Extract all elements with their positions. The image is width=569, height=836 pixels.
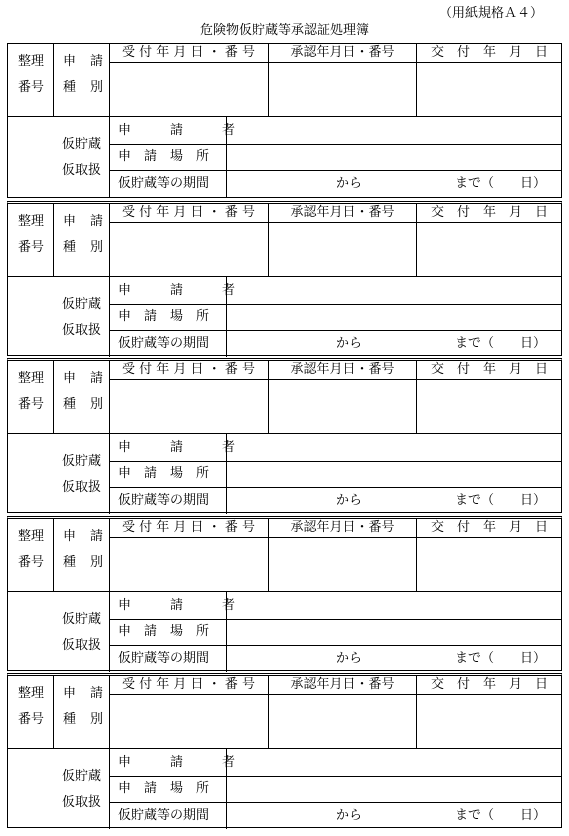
seiri-label: 整理 [18,371,45,386]
kikan-label: 仮貯蔵等の期間 [118,176,210,191]
kara-label: から [336,176,363,191]
shinseibasho-label: 申 請 場 所 [118,623,210,639]
kara-label: から [336,335,363,351]
paper-size-note: （用紙規格Ａ４） [438,6,543,21]
shonin-header: 承認年月日・番号 [290,677,395,692]
shonin-header: 承認年月日・番号 [290,204,395,220]
shu-label: 種 [63,554,77,570]
karichozo-label: 仮貯蔵 [62,296,102,312]
karitoriatsukai-label: 仮取扱 [62,163,102,178]
seiri-label: 整理 [18,528,45,544]
shinseisha-label: 申 請 者 [118,755,236,770]
karichozo-label: 仮貯蔵 [62,137,102,152]
sei-label: 請 [90,371,104,386]
kikan-label: 仮貯蔵等の期間 [118,808,210,823]
record-block [7,516,562,671]
shin-label: 申 [63,54,77,69]
shinseibasho-label: 申 請 場 所 [118,149,210,164]
betsu-label: 別 [90,239,104,255]
uketsuke-header: 受 付 年 月 日 ・ 番 号 [122,519,255,535]
kikan-label: 仮貯蔵等の期間 [118,335,210,351]
record-block [7,358,562,513]
betsu-label: 別 [90,397,104,412]
seiri-label: 整理 [18,213,45,229]
sei-label: 請 [90,54,104,69]
sei-label: 請 [90,686,104,701]
sei-label: 請 [90,213,104,229]
bango-label: 番号 [18,239,45,255]
kikan-label: 仮貯蔵等の期間 [118,493,210,508]
bango-label: 番号 [18,397,45,412]
record-block [7,673,562,828]
shin-label: 申 [63,213,77,229]
shinseibasho-label: 申 請 場 所 [118,781,210,796]
bango-label: 番号 [18,554,45,570]
seiri-label: 整理 [18,686,45,701]
shinseisha-label: 申 請 者 [118,597,236,613]
made-label: まで（ 日） [455,335,547,351]
kara-label: から [336,808,363,823]
made-label: まで（ 日） [455,176,547,191]
kofu-header: 交 付 年 月 日 [430,677,548,692]
shin-label: 申 [63,371,77,386]
uketsuke-header: 受 付 年 月 日 ・ 番 号 [122,45,255,60]
made-label: まで（ 日） [455,650,547,666]
made-label: まで（ 日） [455,493,547,508]
seiri-label: 整理 [18,54,45,69]
kofu-header: 交 付 年 月 日 [430,45,548,60]
shonin-header: 承認年月日・番号 [290,362,395,377]
uketsuke-header: 受 付 年 月 日 ・ 番 号 [122,204,255,220]
kofu-header: 交 付 年 月 日 [430,519,548,535]
karichozo-label: 仮貯蔵 [62,611,102,627]
shonin-header: 承認年月日・番号 [290,519,395,535]
betsu-label: 別 [90,554,104,570]
record-block [7,43,562,198]
shinseisha-label: 申 請 者 [118,440,236,455]
shonin-header: 承認年月日・番号 [290,45,395,60]
sei-label: 請 [90,528,104,544]
record-block [7,201,562,356]
shu-label: 種 [63,712,77,727]
karitoriatsukai-label: 仮取扱 [62,637,102,653]
kofu-header: 交 付 年 月 日 [430,204,548,220]
kofu-header: 交 付 年 月 日 [430,362,548,377]
shu-label: 種 [63,80,77,95]
karitoriatsukai-label: 仮取扱 [62,480,102,495]
kara-label: から [336,650,363,666]
shinseisha-label: 申 請 者 [118,282,236,298]
shu-label: 種 [63,239,77,255]
shin-label: 申 [63,686,77,701]
shinseibasho-label: 申 請 場 所 [118,466,210,481]
uketsuke-header: 受 付 年 月 日 ・ 番 号 [122,362,255,377]
betsu-label: 別 [90,80,104,95]
shu-label: 種 [63,397,77,412]
shin-label: 申 [63,528,77,544]
betsu-label: 別 [90,712,104,727]
uketsuke-header: 受 付 年 月 日 ・ 番 号 [122,677,255,692]
bango-label: 番号 [18,80,45,95]
bango-label: 番号 [18,712,45,727]
karitoriatsukai-label: 仮取扱 [62,322,102,338]
shinseisha-label: 申 請 者 [118,123,236,138]
form-title: 危険物仮貯蔵等承認証処理簿 [199,23,369,38]
kara-label: から [336,493,363,508]
made-label: まで（ 日） [455,808,547,823]
shinseibasho-label: 申 請 場 所 [118,308,210,324]
karichozo-label: 仮貯蔵 [62,454,102,469]
karitoriatsukai-label: 仮取扱 [62,795,102,810]
karichozo-label: 仮貯蔵 [62,769,102,784]
kikan-label: 仮貯蔵等の期間 [118,650,210,666]
